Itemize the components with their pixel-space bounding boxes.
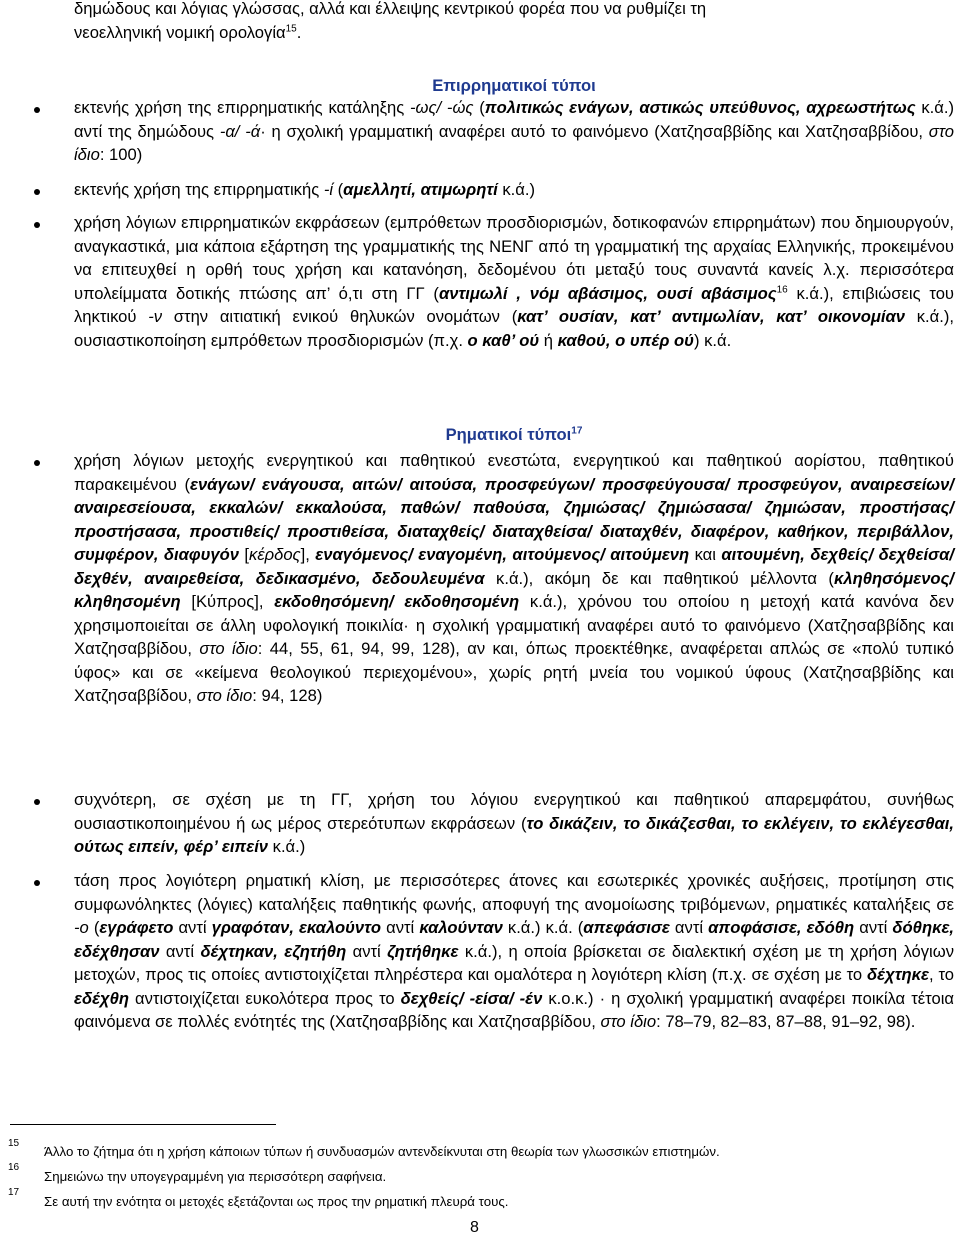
footnote-text: Σε αυτή την ενότητα οι μετοχές εξετάζονται ως προς την ρηματική πλευρά τους. [44, 1194, 509, 1209]
footnote-separator [10, 1124, 276, 1125]
bullet-icon [34, 222, 40, 228]
footnote-ref-15[interactable]: 15 [285, 22, 297, 34]
list-item-learned-verb-inflection: τάση προς λογιότερη ρηματική κλίση, με περισσότερες άτονες και εσωτερικές χρονικές αυξήσεις, προτίμηση στις συμφωνόληκτες (λόγιες) καταλήξεις παθητικής φωνής, αποφυγή της ανομοίωσης τριβόμενων, ρηματικές καταλήξεις σε -ο (εγράφετο αντί γραφόταν, εκαλούντο αντί καλούνταν κ.ά.) κ.ά. (απεφάσισε αντί αποφάσισε, εδόθη αντί δόθηκε, εδέχθησαν αντί δέχτηκαν, εζητήθη αντί ζητήθηκε κ.ά.), η οποία βρίσκεται σε διαλεκτική σχέση με τη χρήση λόγιων μετοχών, προς τις οποίες αντιστοιχίζεται πληρέστερα και ομαλότερα η λογιότερη κλίση (π.χ. σε σχέση με το δέχτηκε, το εδέχθη αντιστοιχίζεται ευκολότερα προς το δεχθείς/ -είσα/ -έν κ.ο.κ.) · η σχολική γραμματική αναφέρει ποικίλα τέτοια φαινόμενα σε πολλές ενότητές της (Χατζησαββίδης και Χατζησαββίδου, στο ίδιο: 78–79, 82–83, 87–88, 91–92, 98). [74, 871, 955, 1031]
continued-text-line1: δημώδους και λόγιας γλώσσας, αλλά και έλλειψης κεντρικού φορέα που να ρυθμίζει τη [74, 0, 707, 18]
bullet-icon [34, 799, 40, 805]
bullet-icon [34, 880, 40, 886]
continued-text-line2: νεοελληνική νομική ορολογία [74, 22, 286, 42]
list-item-infinitive-usage: συχνότερη, σε σχέση με τη ΓΓ, χρήση του λόγιου ενεργητικού και παθητικού απαρεμφάτου, συνήθως ουσιαστικοποιημένου ή ως μέρος στερεότυπων εκφράσεων (το δικάζειν, το δικάζεσθαι, το εκλέγειν, το εκλέγεσθαι, ούτως ειπείν, φέρ’ ειπείν κ.ά.) [74, 790, 954, 856]
page-number: 8 [470, 1219, 479, 1236]
footnote-text: Άλλο το ζήτημα ότι η χρήση κάποιων τύπων ή συνδυασμών αντενδείκνυται στη θεωρία των γλωσσικών επιστημών. [44, 1144, 720, 1159]
footnote-number: 15 [8, 1138, 20, 1149]
footnote-ref-17[interactable]: 17 [571, 425, 583, 437]
heading-adverbial-forms: Επιρρηματικοί τύποι [432, 76, 596, 95]
bullet-icon [34, 460, 40, 466]
heading-verbal-forms: Ρηματικοί τύποι$^{17}$ [445, 425, 583, 444]
list-item-learned-adverbial-expressions: χρήση λόγιων επιρρηματικών εκφράσεων (εμπρόθετων προσδιορισμών, δοτικοφανών επιρρημάτων) που δημιουργούν, αναγκαστικά, μια κάποια εξάρτηση της γραμματικής της ΝΕΝΓ από τη γραμματική της αρχαίας Ελληνικής, προκειμένου να επιτευχθεί η ορθή τους χρήση και κατανόηση, δεδομένου ότι μεταξύ τους συναντά κανείς λ.χ. περισσότερα υπολείμματα δοτικής πτώσης απ’ ό,τι στη ΓΓ (αντιμωλί , νόμ αβάσιμος, ουσί αβάσιμος$^{16}$ κ.ά.), επιβιώσεις του ληκτικού -ν στην αιτιατική ενικού θηλυκών ονομάτων (κατ’ ουσίαν, κατ’ αντιμωλίαν, κατ’ οικονομίαν κ.ά.), ουσιαστικοποίηση εμπρόθετων προσδιορισμών (π.χ. ο καθ’ ού ή καθού, ο υπέρ ού) κ.ά. [74, 213, 954, 350]
list-item-adverb-ending-ws: εκτενής χρήση της επιρρηματικής κατάληξης -ως/ -ώς (πολιτικώς ενάγων, αστικώς υπεύθυνος, αχρεωστήτως κ.ά.) αντί της δημώδους -α/ -ά· η σχολική γραμματική αναφέρει αυτό το φαινόμενο (Χατζησαββίδης και Χατζησαββίδου, στο ίδιο: 100) [74, 98, 955, 164]
bullet-icon [34, 107, 40, 113]
footnote-number: 17 [8, 1187, 20, 1198]
bullet-icon [34, 189, 40, 195]
footnote-text: Σημειώνω την υπογεγραμμένη για περισσότερη σαφήνεια. [44, 1169, 387, 1184]
footnote-number: 16 [8, 1162, 20, 1173]
footnote-ref-16[interactable]: 16 [776, 283, 788, 295]
list-item-learned-participles: χρήση λόγιων μετοχής ενεργητικού και παθητικού ενεστώτα, ενεργητικού και παθητικού αορίστου, παθητικού παρακειμένου (ενάγων/ ενάγουσα, αιτών/ αιτούσα, προσφεύγων/ προσφεύγουσα/ προσφεύγον, αναιρεσείων/ αναιρεσείουσα, εκκαλών/ εκκαλούσα, παθών/ παθούσα, ζημιώσας/ ζημιώσασα/ ζημιώσαν, προστήσας/ προστήσασα, προστιθείς/ προστιθείσα, διαταχθείς/ διαταχθείσα/ διαταχθέν, διαφέρον, καθήκον, περιβάλλον, συμφέρον, διαφυγόν [κέρδος], εναγόμενος/ εναγομένη, αιτούμενος/ αιτούμενη και αιτουμένη, δεχθείς/ δεχθείσα/ δεχθέν, αναιρεθείσα, δεδικασμένο, δεδουλευμένα κ.ά.), ακόμη δε και παθητικού μέλλοντα (κληθησόμενος/ κληθησομένη [Κύπρος], εκδοθησόμενη/ εκδοθησομένη κ.ά.), χρόνου του οποίου η μετοχή κατά κανόνα δεν χρησιμοποιείται σε άλλη υφολογική ποικιλία· η σχολική γραμματική αναφέρει αυτό το φαινόμενο (Χατζησαββίδης και Χατζησαββίδου, στο ίδιο: 44, 55, 61, 94, 99, 128), αν και, όπως προεκτέθηκε, αναφέρεται απλώς σε «πολύ τυπικό ύφος» και σε «κείμενα θεολογικού περιεχομένου», χωρίς ρητή μνεία του νομικού ύφους (Χατζησαββίδης και Χατζησαββίδου, στο ίδιο: 94, 128) [74, 451, 954, 705]
list-item-adverb-ending-i: εκτενής χρήση της επιρρηματικής -ί (αμελλητί, ατιμωρητί κ.ά.) [74, 180, 535, 199]
continued-paragraph: δημώδους και λόγιας γλώσσας, αλλά και έλλειψης κεντρικού φορέα που να ρυθμίζει τη νεοελληνική νομική ορολογία$^{15}$. [74, 0, 707, 42]
